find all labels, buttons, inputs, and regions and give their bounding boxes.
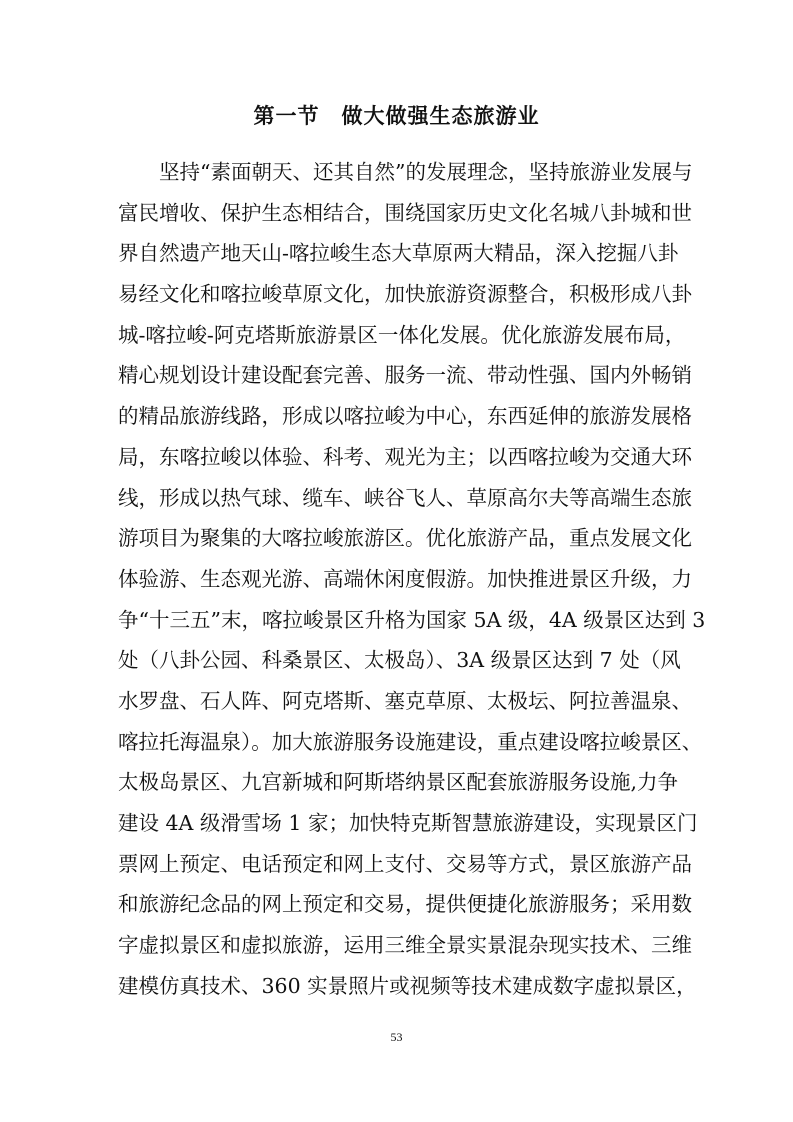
paragraph-line: 建设 4A 级滑雪场 1 家；加快特克斯智慧旅游建设，实现景区门: [118, 811, 698, 835]
paragraph-line: 建模仿真技术、360 实景照片或视频等技术建成数字虚拟景区，: [118, 973, 697, 998]
paragraph-line: 坚持“素面朝天、还其自然”的发展理念，坚持旅游业发展与: [159, 160, 693, 184]
paragraph-line: 水罗盘、石人阵、阿克塔斯、塞克草原、太极坛、阿拉善温泉、: [118, 688, 692, 713]
section-title: 第一节 做大做强生态旅游业: [253, 103, 540, 128]
paragraph-line: 争“十三五”末，喀拉峻景区升格为国家 5A 级，4A 级景区达到 3: [118, 607, 706, 632]
paragraph-line: 富民增收、保护生态相结合，围绕国家历史文化名城八卦城和世: [118, 200, 692, 225]
paragraph-line: 精心规划设计建设配套完善、服务一流、带动性强、国内外畅销: [118, 363, 692, 388]
body-paragraph: [118, 152, 706, 1006]
paragraph-line: 字虚拟景区和虚拟旅游，运用三维全景实景混杂现实技术、三维: [118, 933, 692, 958]
page-number: 53: [390, 1030, 403, 1044]
paragraph-line: 游项目为聚集的大喀拉峻旅游区。优化旅游产品，重点发展文化: [118, 526, 692, 551]
paragraph-line: 界自然遗产地天山-喀拉峻生态大草原两大精品，深入挖掘八卦: [118, 241, 679, 266]
paragraph-line: 局，东喀拉峻以体验、科考、观光为主；以西喀拉峻为交通大环: [118, 444, 692, 469]
paragraph-line: 城-喀拉峻-阿克塔斯旅游景区一体化发展。优化旅游发展布局，: [118, 322, 686, 347]
paragraph-line: 票网上预定、电话预定和网上支付、交易等方式，景区旅游产品: [118, 851, 692, 876]
paragraph-line: 太极岛景区、九宫新城和阿斯塔纳景区配套旅游服务设施,力争: [118, 770, 679, 795]
paragraph-line: 的精品旅游线路，形成以喀拉峻为中心，东西延伸的旅游发展格: [118, 404, 692, 429]
paragraph-line: 喀拉托海温泉）。加大旅游服务设施建设，重点建设喀拉峻景区、: [118, 729, 703, 754]
paragraph-line: 处（八卦公园、科桑景区、太极岛）、3A 级景区达到 7 处（风: [118, 648, 681, 673]
paragraph-line: 和旅游纪念品的网上预定和交易，提供便捷化旅游服务；采用数: [118, 892, 692, 917]
paragraph-line: 体验游、生态观光游、高端休闲度假游。加快推进景区升级，力: [118, 566, 692, 591]
paragraph-line: 易经文化和喀拉峻草原文化，加快旅游资源整合，积极形成八卦: [118, 282, 692, 307]
paragraph-line: 线，形成以热气球、缆车、峡谷飞人、草原高尔夫等高端生态旅: [118, 485, 692, 510]
